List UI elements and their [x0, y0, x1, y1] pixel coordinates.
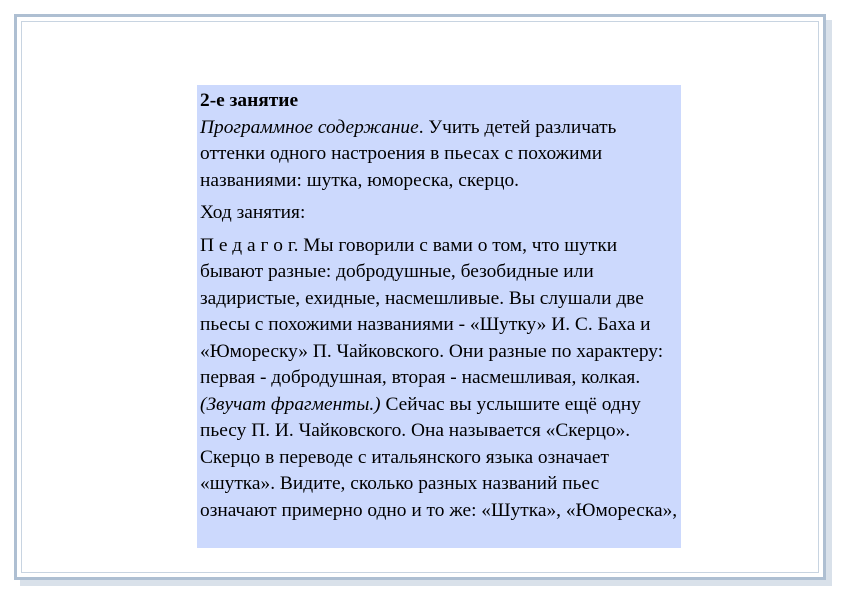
program-paragraph — [200, 115, 678, 195]
speech-part-1: Мы говорили с вами о том, что шутки бывают разные: добродушные, безобидные или задиристые, ехидные, насмешливые. Вы слушали две пьесы с похожими названиями - «Шутку» И. С. Баха и «Юмореску» П. Чайковского. Они разные по характеру: первая - добродушная, вторая - насмешливая, колкая. — [200, 234, 664, 388]
speech-paragraph — [200, 233, 678, 525]
lesson-text-block — [197, 85, 681, 548]
speech-part-2: Сейчас вы услышите ещё одну пьесу П. И. Чайковского. Она называется «Скерцо». Скерцо в переводе с итальянского языка означает «шутка». Видите, сколько разных названий пьес означают примерно одно и то же: «Шутка», «Юмореска», — [200, 393, 678, 521]
stage-note: (Звучат фрагменты.) — [200, 393, 381, 415]
speaker-label: П е д а г о г. — [200, 234, 299, 256]
program-label: Программное содержание — [200, 116, 419, 138]
course-label: Ход занятия: — [200, 202, 306, 223]
program-text: . Учить детей различать оттенки одного настроения в пьесах с похожими названиями: шутка, юмореска, скерцо. — [200, 116, 617, 191]
lesson-heading: 2-е занятие — [200, 90, 299, 111]
